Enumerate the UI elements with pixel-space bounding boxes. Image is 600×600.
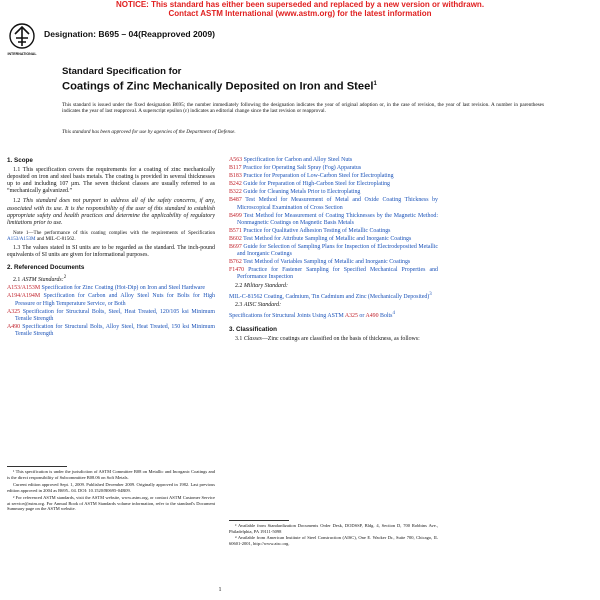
document-title [62,66,377,93]
designation: Designation: B695 – 04(Reapproved 2009) [44,29,215,39]
ref-b117[interactable]: B117 Practice for Operating Salt Spray (Fog) Apparatus [229,165,362,172]
footnote-1b: Current edition approved Sept. 1, 2009. Published December 2009. Originally approved in 1982. Last previous edition approved in 2004 as B695– 04. DOI: 10.1520/B0695-04R09. [7,482,215,493]
ref-a490[interactable]: A490 Specification for Structural Bolts, Alloy Steel, Heat Treated, 150 ksi Minimum Tensile Strength [7,323,215,337]
referenced-heading: 2. Referenced Documents [7,264,85,272]
footnote-rule-right [229,520,289,521]
ref-b183[interactable]: B183 Practice for Preparation of Low-Carbon Steel for Electroplating [229,173,394,180]
notice-line-1: NOTICE: This standard has either been superseded and replaced by a new version or withdrawn. [115,0,485,9]
footnote-4: ⁴ Available from American Institute of Steel Construction (AISC), One E. Wacker Dr., Suite 700, Chicago, IL 60601-2001, http://www.aisc.org. [229,535,438,546]
astm-standards-label: 2.1 ASTM Standards:$^2$ [13,275,67,284]
scope-para-1-2: 1.2 This standard does not purport to address all of the safety concerns, if any, associated with its use. It is the responsibility of the user of this standard to establish appropriate safety and health practices and determine the applicability of regulatory limitations prior to use. [7,198,215,226]
title-line-1: Standard Specification for [62,66,182,77]
ref-aisc-structural-joints[interactable]: Specifications for Structural Joints Using ASTM A325 or A490 Bolts$^4$ [229,310,395,319]
ref-b322[interactable]: B322 Guide for Cleaning Metals Prior to Electroplating [229,189,361,196]
footnote-1: ¹ This specification is under the jurisdiction of ASTM Committee B08 on Metallic and Inorganic Coatings and is the direct responsibility of Subcommittee B08.06 on Soft Metals. [7,469,215,480]
ref-f1470[interactable]: F1470 Practice for Fastener Sampling for Specified Mechanical Properties and Performance Inspection [229,267,438,281]
footnote-3: ³ Available from Standardization Documents Order Desk, DODSSP, Bldg. 4, Section D, 700 Robbins Ave., Philadelphia, PA 19111-5098 [229,523,438,534]
ref-b762[interactable]: B762 Test Method of Variables Sampling of Metallic and Inorganic Coatings [229,259,411,266]
astm-logo-icon [6,22,38,58]
ref-b242[interactable]: B242 Guide for Preparation of High-Carbon Steel for Electroplating [229,181,390,188]
ref-a153[interactable]: A153/A153M Specification for Zinc Coating (Hot-Dip) on Iron and Steel Hardware [7,285,205,292]
scope-heading: 1. Scope [7,157,33,164]
ref-a194[interactable]: A194/A194M Specification for Carbon and Alloy Steel Nuts for Bolts for High Pressure or High Temperature Service, or Both [7,293,215,307]
footnote-2: ² For referenced ASTM standards, visit the ASTM website, www.astm.org, or contact ASTM Customer Service at service@astm.org. For Annual Book of ASTM Standards volume information, refer to the standard's Document Summary page on the ASTM website. [7,495,215,511]
ref-b571[interactable]: B571 Practice for Qualitative Adhesion Testing of Metallic Coatings [229,227,391,234]
ref-mil-c-81562[interactable]: MIL-C-81562 Coating, Cadmium, Tin Cadmium and Zinc (Mechanically Deposited)$^3$ [229,291,432,300]
aisc-standard-label: 2.3 AISC Standard: [235,301,282,308]
ref-b697[interactable]: B697 Guide for Selection of Sampling Plans for Inspection of Electrodeposited Metallic and Inorganic Coatings [229,244,438,258]
notice-line-2: Contact ASTM International (www.astm.org) for the latest information [168,9,432,18]
issuance-note: This standard is issued under the fixed designation B695; the number immediately following the designation indicates the year of original adoption or, in the case of revision, the year of last revision. A number in parentheses indicates the year of last reapproval. A superscript epsilon (ε) indicates an editorial change since the last revision or reapproval. [62,102,544,115]
logo-text: INTERNATIONAL [7,52,37,56]
classification-para-3-1: 3.1 Classes—Zinc coatings are classified on the basis of thickness, as follows: [235,335,420,342]
scope-para-1-1: 1.1 This specification covers the requirements for a coating of zinc mechanically deposited on iron and steel basis metals. The coating is provided in several thicknesses up to and including 107 µm. The seven thickest classes are usually referred to as “mechanically galvanized.” [7,167,215,195]
ref-b487[interactable]: B487 Test Method for Measurement of Metal and Oxide Coating Thickness by Microscopical Examination of Cross Section [229,197,438,211]
scope-para-1-3: 1.3 The values stated in SI units are to be regarded as the standard. The inch-pound equivalents of SI units are given for informational purposes. [7,245,215,259]
ref-a563[interactable]: A563 Specification for Carbon and Alloy Steel Nuts [229,157,353,163]
classification-heading: 3. Classification [229,325,277,333]
title-line-2: Coatings of Zinc Mechanically Deposited on Iron and Steel$^1$ [62,80,377,93]
withdrawal-notice [0,0,600,20]
footnote-rule-left [7,466,67,467]
left-column [7,157,215,339]
ref-link-a153-note[interactable]: A153/A153M [7,235,36,242]
ref-a325[interactable]: A325 Specification for Structural Bolts, Steel, Heat Treated, 120/105 ksi Minimum Tensile Strength [7,308,215,322]
footnotes-right [229,523,438,547]
right-column [229,157,438,346]
footnotes-left [7,469,215,514]
scope-note-1: Note 1—The performance of this coating complies with the requirements of Specification A153/A153M and MIL-C-81562. [7,229,215,242]
dod-approval-note: This standard has been approved for use by agencies of the Department of Defense. [62,129,236,135]
page-number: 1 [218,587,222,593]
military-standard-label: 2.2 Military Standard: [235,282,288,289]
ref-b602[interactable]: B602 Test Method for Attribute Sampling of Metallic and Inorganic Coatings [229,235,412,242]
astm-logo [6,22,38,58]
ref-b499[interactable]: B499 Test Method for Measurement of Coating Thicknesses by the Magnetic Method: Nonmagnetic Coatings on Magnetic Basis Metals [229,212,438,226]
